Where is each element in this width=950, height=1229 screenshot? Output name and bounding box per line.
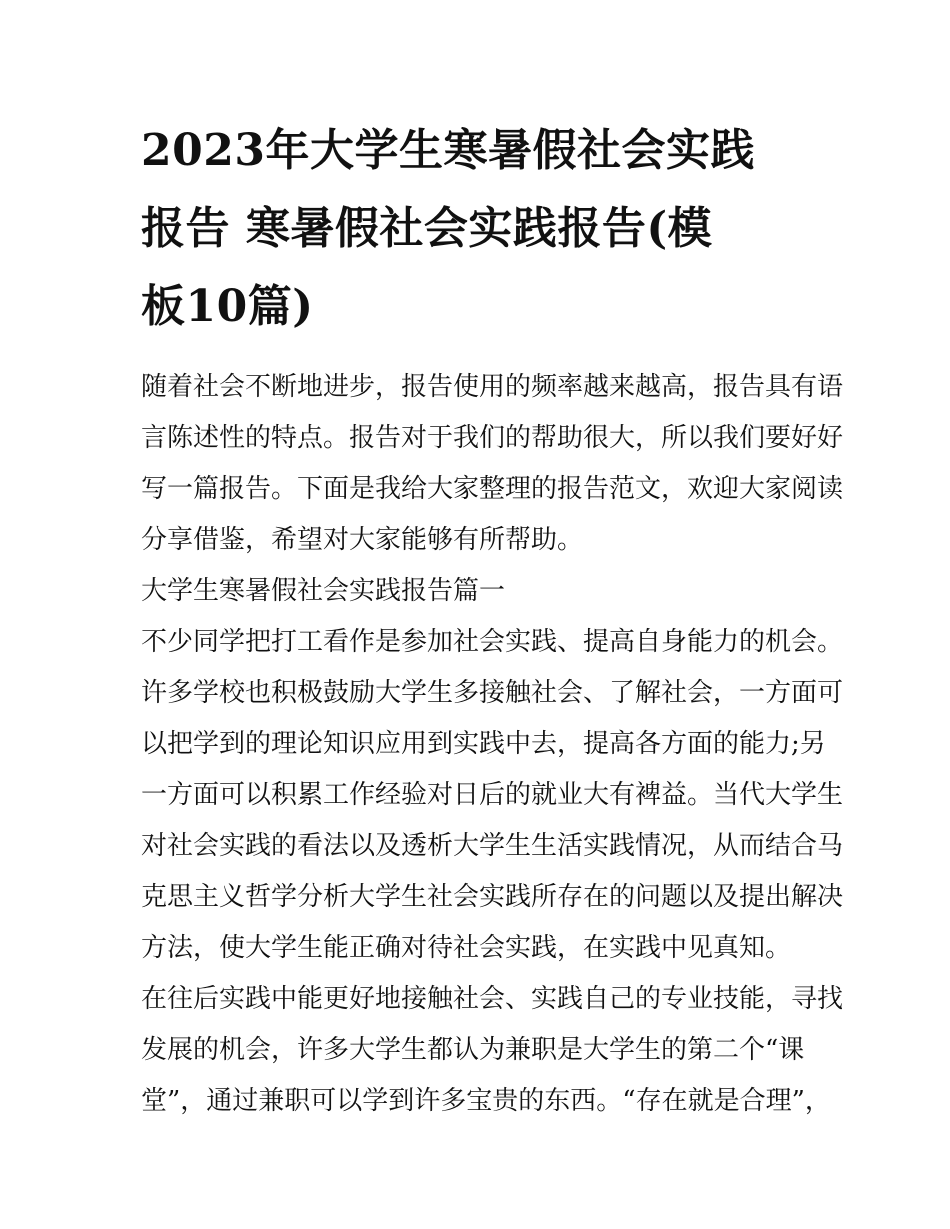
intro-line-3: 写一篇报告。下面是我给大家整理的报告范文，欢迎大家阅读: [141, 474, 844, 504]
title-line-2: 报告 寒暑假社会实践报告(模: [141, 203, 713, 254]
document-content: [141, 112, 844, 1127]
body-line-7: 方法，使大学生能正确对待社会实践，在实践中见真知。: [141, 933, 792, 963]
intro-line-2: 言陈述性的特点。报告对于我们的帮助很大，所以我们要好好: [141, 423, 844, 453]
body-line-4: 一方面可以积累工作经验对日后的就业大有裨益。当代大学生: [141, 780, 844, 810]
document-body: [141, 362, 844, 1127]
body-line-2: 许多学校也积极鼓励大学生多接触社会、了解社会，一方面可: [141, 678, 844, 708]
intro-line-4: 分享借鉴，希望对大家能够有所帮助。: [141, 525, 584, 555]
body-line-3: 以把学到的理论知识应用到实践中去，提高各方面的能力;另: [141, 729, 826, 759]
body-line-9: 发展的机会，许多大学生都认为兼职是大学生的第二个“课: [141, 1035, 805, 1065]
section-heading-1: 大学生寒暑假社会实践报告篇一: [141, 576, 506, 606]
body-line-8: 在往后实践中能更好地接触社会、实践自己的专业技能，寻找: [141, 984, 844, 1014]
document-title: [141, 112, 811, 346]
body-line-1: 不少同学把打工看作是参加社会实践、提高自身能力的机会。: [141, 627, 844, 657]
body-line-10: 堂”，通过兼职可以学到许多宝贵的东西。“存在就是合理”，: [141, 1086, 831, 1116]
intro-line-1: 随着社会不断地进步，报告使用的频率越来越高，报告具有语: [141, 372, 844, 402]
title-line-3: 板10篇): [141, 281, 314, 332]
body-line-6: 克思主义哲学分析大学生社会实践所存在的问题以及提出解决: [141, 882, 844, 912]
body-line-5: 对社会实践的看法以及透析大学生生活实践情况，从而结合马: [141, 831, 844, 861]
title-line-1: 2023年大学生寒暑假社会实践: [141, 125, 755, 176]
